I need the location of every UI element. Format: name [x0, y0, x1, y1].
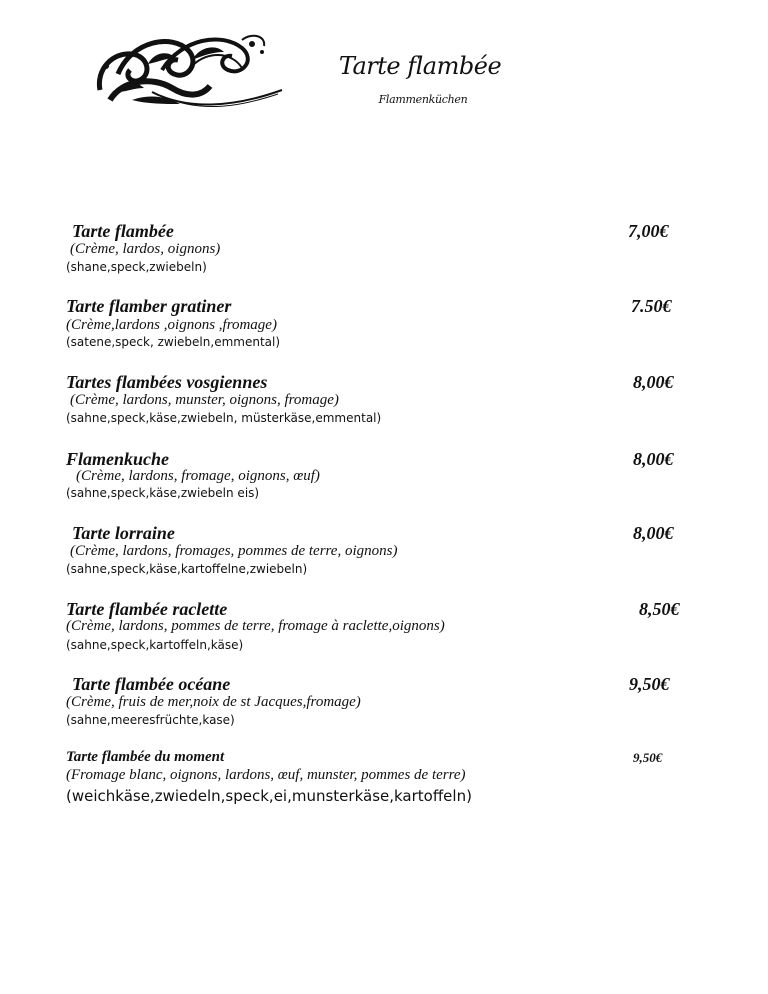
menu-item — [0, 523, 768, 583]
page-title: Tarte flambée — [338, 52, 502, 80]
menu-item — [0, 296, 768, 356]
item-name: Tarte flambée océane — [72, 674, 231, 694]
item-description-de: (sahne,speck,käse,zwiebeln eis) — [66, 486, 260, 500]
item-price: 8,00€ — [633, 449, 674, 469]
item-description-fr: (Crème, fruis de mer,noix de st Jacques,fromage) — [66, 694, 361, 710]
flourish-ornament-icon — [92, 30, 284, 112]
item-description-fr: (Crème,lardons ,oignons ,fromage) — [66, 317, 277, 333]
item-description-de: (sahne,meeresfrüchte,kase) — [66, 713, 235, 727]
item-description-fr: (Fromage blanc, oignons, lardons, œuf, munster, pommes de terre) — [66, 767, 466, 783]
item-name: Tarte flambée du moment — [66, 749, 225, 765]
item-price: 7.50€ — [631, 296, 672, 316]
item-price: 8,50€ — [639, 599, 680, 619]
menu-item — [0, 674, 768, 734]
item-description-fr: (Crème, lardons, pommes de terre, fromage à raclette,oignons) — [66, 618, 445, 634]
menu-item — [0, 599, 768, 659]
item-price: 9,50€ — [629, 674, 670, 694]
menu-item — [0, 372, 768, 432]
item-name: Tarte flamber gratiner — [66, 296, 232, 316]
item-description-de: (satene,speck, zwiebeln,emmental) — [66, 335, 281, 349]
item-name: Tarte flambée — [72, 221, 174, 241]
menu-item — [0, 221, 768, 281]
item-price: 7,00€ — [628, 221, 669, 241]
item-name: Tarte lorraine — [72, 523, 175, 543]
item-price: 8,00€ — [633, 523, 674, 543]
item-name: Tarte flambée raclette — [66, 599, 228, 619]
item-price: 8,00€ — [633, 372, 674, 392]
item-name: Flamenkuche — [66, 449, 170, 469]
item-name: Tartes flambées vosgiennes — [66, 372, 268, 392]
item-description-de: (sahne,speck,kartoffeln,käse) — [66, 638, 244, 652]
item-description-de: (weichkäse,zwiedeln,speck,ei,munsterkäse,kartoffeln) — [66, 787, 472, 805]
item-description-de: (shane,speck,zwiebeln) — [66, 260, 207, 274]
item-description-de: (sahne,speck,käse,kartoffelne,zwiebeln) — [66, 562, 308, 576]
item-price: 9,50€ — [633, 750, 663, 765]
item-description-fr: (Crème, lardons, munster, oignons, fromage) — [70, 392, 339, 408]
page-subtitle: Flammenküchen — [378, 93, 468, 106]
item-description-fr: (Crème, lardons, fromage, oignons, œuf) — [76, 468, 320, 484]
item-description-fr: (Crème, lardons, fromages, pommes de terre, oignons) — [70, 543, 398, 559]
menu-item — [0, 749, 768, 809]
item-description-de: (sahne,speck,käse,zwiebeln, müsterkäse,emmental) — [66, 411, 382, 425]
item-description-fr: (Crème, lardos, oignons) — [70, 241, 221, 257]
menu-item — [0, 449, 768, 509]
